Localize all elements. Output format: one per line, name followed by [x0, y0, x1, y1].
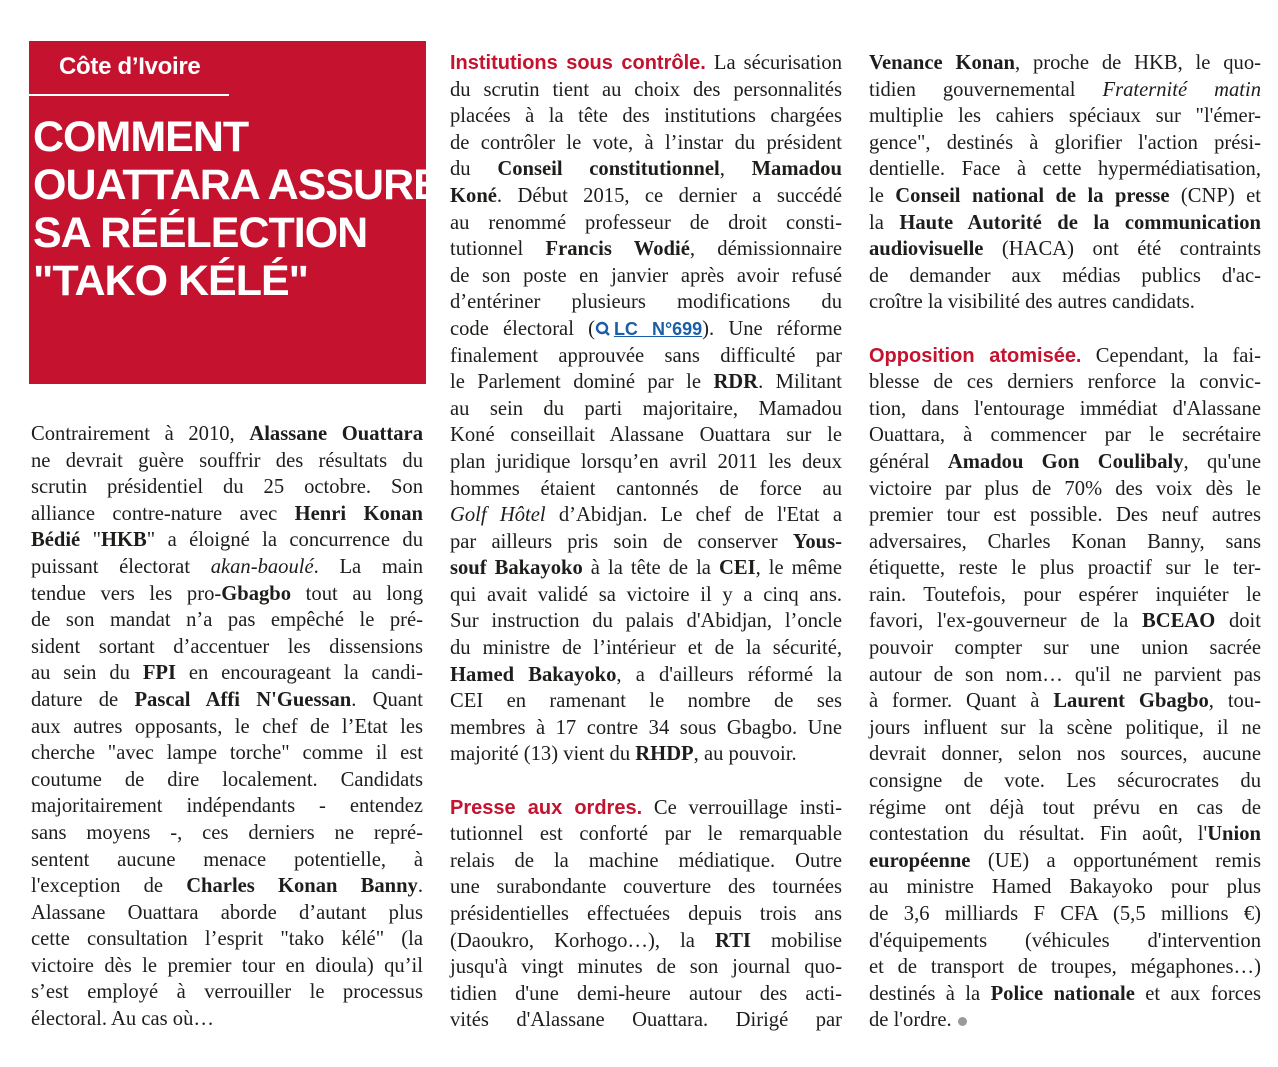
text-line [869, 954, 1261, 981]
text-line [869, 874, 1261, 901]
text-line [450, 874, 842, 901]
text-run: une surabondante couverture des tournées [450, 876, 842, 899]
text-line [450, 50, 842, 77]
bold-name: Francis Wodié [545, 238, 690, 261]
text-run: . Début 2015, ce dernier a succédé [496, 184, 842, 207]
text-line [450, 555, 842, 582]
text-run: CEI en ramenant le nombre de ses [450, 690, 842, 713]
text-line [869, 369, 1261, 396]
text-line [450, 236, 842, 263]
bold-name: Pascal Affi N'Guessan [134, 688, 352, 711]
text-line [450, 210, 842, 237]
text-run: Koné conseillait Alassane Ouattara sur le [450, 424, 842, 447]
text-line [450, 954, 842, 981]
text-line [869, 635, 1261, 662]
text-run: du ministre de l’intérieur et de la sécurité, [450, 637, 842, 660]
text-line [31, 474, 423, 501]
text-run: général [869, 450, 948, 473]
bold-name: Union [1207, 823, 1261, 846]
end-of-article-dot [958, 1017, 967, 1026]
bold-name: RDR [713, 371, 759, 394]
text-run: puissant électorat [31, 555, 211, 578]
text-run: régime ont déjà tout prévu en cas de [869, 796, 1261, 819]
section-heading: Opposition atomisée. [869, 344, 1082, 367]
text-line [31, 820, 423, 847]
text-run: . [417, 875, 423, 898]
text-run: d’Abidjan. Le chef de l'Etat a [545, 504, 843, 527]
text-run: ne devrait guère souffrir des résultats du [31, 449, 423, 472]
bold-name: Amadou Gon Coulibaly [947, 450, 1184, 473]
text-run: blesse de ces derniers renforce la convic- [869, 371, 1261, 394]
text-line [31, 793, 423, 820]
text-run: en encourageant la candi- [176, 662, 423, 685]
text-line [869, 77, 1261, 104]
text-run: (UE) a opportunément remis [970, 849, 1261, 872]
text-run: cherche "avec lampe torche" comme il est [31, 742, 423, 765]
text-run: . La main [313, 555, 424, 578]
text-run: étiquette, reste le plus proactif sur le ter- [869, 557, 1261, 580]
text-line [31, 448, 423, 475]
text-run: jusqu'à vingt minutes de son journal quo- [450, 956, 842, 979]
bold-name: CEI [718, 557, 756, 580]
bold-name: Gbagbo [221, 582, 292, 605]
text-run: dature de [31, 688, 135, 711]
headline-box [29, 41, 441, 384]
text-run: ). Une réforme [702, 317, 842, 340]
paragraph-gap [450, 768, 842, 795]
text-run: , tou- [1208, 690, 1261, 713]
text-run: qui avait validé sa victoire il y a cinq ans. [450, 583, 842, 606]
bold-name: RTI [715, 929, 751, 952]
text-line [450, 608, 842, 635]
text-line [869, 343, 1261, 370]
text-run: sentent aucune menace potentielle, à [31, 848, 423, 871]
text-run: victoire par plus de 70% des voix dès le [869, 477, 1261, 500]
text-run: hommes étaient cantonnés de force au [450, 477, 842, 500]
bold-name: Mamadou [751, 158, 843, 181]
text-run: par ailleurs pris soin de conserver [450, 530, 793, 553]
text-line [869, 396, 1261, 423]
text-line [450, 422, 842, 449]
text-line [450, 103, 842, 130]
text-line [869, 236, 1261, 263]
text-run: plan juridique lorsqu’en avril 2011 les deux [450, 450, 842, 473]
bold-name: Venance Konan [869, 52, 1015, 74]
text-run: code électoral ( [450, 317, 595, 340]
text-run: d'équipements (véhicules d'intervention [869, 929, 1261, 952]
text-line [450, 343, 842, 370]
text-run: tidien gouvernemental [869, 78, 1103, 101]
text-run: alliance contre-nature avec [31, 502, 295, 525]
text-run: à la tête de la [582, 557, 719, 580]
text-run: gence", destinés à glorifier l'action prési- [869, 131, 1261, 154]
text-run: électoral. Au cas où… [31, 1008, 214, 1031]
text-run: de l'ordre. [869, 1009, 952, 1032]
article-headline [33, 113, 441, 305]
text-run: tutionnel [450, 238, 546, 261]
text-run: majoritairement indépendants - entendez [31, 795, 423, 818]
bold-name: souf Bakayoko [450, 557, 583, 580]
bold-name: BCEAO [1142, 610, 1216, 633]
text-line [869, 502, 1261, 529]
text-line [450, 715, 842, 742]
bold-name: Charles Konan Banny [186, 875, 418, 898]
text-run: s’est employé à verrouiller le processus [31, 981, 423, 1004]
text-line [31, 501, 423, 528]
text-run: de son mandat n’a pas empêché le pré- [31, 609, 423, 632]
text-run: " a éloigné la concurrence du [146, 529, 423, 552]
text-line [869, 422, 1261, 449]
kicker-underline [29, 94, 229, 96]
text-line [869, 103, 1261, 130]
headline-line: OUATTARA ASSURE [33, 161, 441, 209]
text-run: sans moyens -, ces derniers ne repré- [31, 821, 423, 844]
text-line [869, 1007, 1261, 1034]
text-run: doit [1215, 610, 1262, 633]
text-line [869, 263, 1261, 290]
text-run: victoire dès le premier tour en dioula) qu’il [31, 954, 423, 977]
text-run: , [719, 158, 752, 181]
text-line [450, 582, 842, 609]
text-line [450, 263, 842, 290]
text-run: cette consultation l’esprit "tako kélé" (la [31, 928, 423, 951]
text-run: à former. Quant à [869, 690, 1054, 713]
text-run: , le même [755, 557, 842, 580]
text-run: au ministre Hamed Bakayoko pour plus [869, 876, 1261, 899]
text-run: de contrôler le vote, à l’instar du président [450, 131, 842, 154]
text-line [869, 848, 1261, 875]
text-run: Alassane Ouattara aborde d’autant plus [31, 901, 423, 924]
text-line [450, 156, 842, 183]
bold-name: HKB [101, 529, 147, 552]
text-line [450, 1007, 842, 1034]
headline-line: COMMENT [33, 113, 249, 161]
text-line [31, 607, 423, 634]
text-run: présidentielles effectuées depuis trois ans [450, 903, 842, 925]
text-run: , proche de HKB, le quo- [1014, 52, 1261, 74]
text-line [31, 1006, 423, 1033]
bold-name: Bédié [31, 529, 81, 552]
text-run: consigne de vote. Les sécurocrates du [869, 770, 1261, 793]
text-run: du scrutin tient au choix des personnalités [450, 78, 842, 101]
paragraph-gap [869, 316, 1261, 343]
text-run: Ce verrouillage insti- [642, 796, 842, 819]
text-run: contestation du résultat. Fin août, l' [869, 823, 1208, 846]
text-line [869, 289, 1261, 316]
text-run: " [80, 529, 102, 552]
text-run: . Militant [758, 371, 842, 394]
text-run: croître la visibilité des autres candidats. [869, 291, 1195, 314]
text-run: , a d'ailleurs réformé la [616, 663, 842, 686]
bold-name: européenne [869, 849, 971, 872]
cross-reference-link[interactable] [595, 318, 702, 340]
text-line [869, 981, 1261, 1008]
text-run: le [869, 184, 896, 207]
text-line [869, 449, 1261, 476]
text-line [869, 821, 1261, 848]
italic-term: Fraternité matin [1102, 78, 1261, 101]
text-line [450, 981, 842, 1008]
text-run: sident sortant d’accentuer les dissensions [31, 635, 423, 658]
text-line [31, 900, 423, 927]
text-run: mobilise [750, 929, 842, 952]
text-line [869, 210, 1261, 237]
text-run: la [869, 211, 900, 234]
text-run: pouvoir compter sur une union sacrée [869, 637, 1261, 660]
text-line [31, 740, 423, 767]
bold-name: RHDP [635, 743, 694, 766]
text-line [869, 715, 1261, 742]
text-run: tendue vers les pro- [31, 582, 222, 605]
text-line [869, 662, 1261, 689]
text-line [450, 821, 842, 848]
reference-icon [595, 321, 611, 337]
bold-name: Conseil constitutionnel [497, 158, 720, 181]
text-run: autour de son nom… qu'il ne parvient pas [869, 663, 1261, 686]
text-line [869, 183, 1261, 210]
text-line [31, 660, 423, 687]
text-run: Sur instruction du palais d'Abidjan, l’oncle [450, 610, 842, 633]
text-run: dentielle. Face à cette hypermédiatisation, [869, 158, 1261, 181]
text-line [869, 795, 1261, 822]
headline-line: "TAKO KÉLÉ" [33, 257, 309, 305]
text-line [869, 555, 1261, 582]
text-line [31, 687, 423, 714]
text-line [450, 476, 842, 503]
text-line [450, 449, 842, 476]
bold-name: Laurent Gbagbo [1053, 690, 1209, 713]
text-run: Contrairement à 2010, [31, 423, 250, 445]
bold-name: Hamed Bakayoko [450, 663, 617, 686]
text-run: de demander aux médias publics d'ac- [869, 264, 1261, 287]
text-line [450, 529, 842, 556]
text-run: tutionnel est conforté par le remarquable [450, 823, 842, 846]
text-run: au sein du [31, 662, 143, 685]
text-line [450, 635, 842, 662]
text-line [869, 928, 1261, 955]
text-line [869, 529, 1261, 556]
section-heading: Institutions sous contrôle. [450, 52, 706, 74]
text-line [450, 848, 842, 875]
text-line [31, 926, 423, 953]
text-run: tidien d'une demi-heure autour des acti- [450, 982, 842, 1005]
text-run: (Daoukro, Korhogo…), la [450, 929, 716, 952]
bold-name: Henri Konan [294, 502, 423, 525]
text-line [450, 316, 842, 343]
text-run: premier tour est possible. Des neuf autres [869, 504, 1261, 527]
text-run: (CNP) et [1169, 184, 1262, 207]
text-line [869, 688, 1261, 715]
bold-name: Conseil national de la presse [895, 184, 1170, 207]
text-line [31, 527, 423, 554]
text-line [869, 901, 1261, 928]
bold-name: Koné [450, 184, 497, 207]
cross-reference-label[interactable]: LC N°699 [613, 318, 703, 339]
text-line [869, 476, 1261, 503]
bold-name: audiovisuelle [869, 238, 984, 261]
text-line [450, 741, 842, 768]
section-heading: Presse aux ordres. [450, 796, 643, 819]
text-line [31, 714, 423, 741]
article-column-1 [31, 421, 423, 1033]
text-run: vités d'Alassane Ouattara. Dirigé par [450, 1009, 842, 1032]
text-run: placées à la tête des institutions chargées [450, 105, 842, 128]
text-run: devrait donner, selon nos sources, aucune [869, 743, 1261, 766]
text-line [31, 767, 423, 794]
text-run: l'exception de [31, 875, 187, 898]
italic-term: Golf Hôtel [450, 504, 546, 527]
text-run: adversaires, Charles Konan Banny, sans [869, 530, 1261, 553]
text-line [869, 156, 1261, 183]
text-line [869, 608, 1261, 635]
text-line [450, 289, 842, 316]
text-line [869, 741, 1261, 768]
text-run: et aux forces [1134, 982, 1261, 1005]
text-run: favori, l'ex-gouverneur de la [869, 610, 1142, 633]
text-run: membres à 17 contre 34 sous Gbagbo. Une [450, 716, 842, 739]
text-line [31, 953, 423, 980]
text-line [450, 77, 842, 104]
text-run: . Quant [351, 688, 423, 711]
text-run: jours influent sur la scène politique, il ne [869, 716, 1261, 739]
text-run: , démissionnaire [689, 238, 842, 261]
text-line [31, 581, 423, 608]
italic-term: akan-baoulé [210, 555, 314, 578]
text-run: multiplie les cahiers spéciaux sur "l'émer- [869, 105, 1261, 128]
bold-name: Haute Autorité de la communication [899, 211, 1261, 234]
text-line [869, 50, 1261, 77]
text-line [450, 396, 842, 423]
text-run: du [450, 158, 498, 181]
section-kicker: Côte d’Ivoire [59, 53, 201, 80]
text-line [31, 554, 423, 581]
text-run: au renommé professeur de droit consti- [450, 211, 842, 234]
article-column-2 [450, 50, 842, 1034]
text-line [450, 795, 842, 822]
text-run: finalement approuvée sans difficulté par [450, 344, 842, 367]
text-line [450, 688, 842, 715]
headline-line: SA RÉÉLECTION [33, 209, 368, 257]
text-run: rain. Toutefois, pour espérer inquiéter le [869, 583, 1261, 606]
text-line [450, 662, 842, 689]
text-run: relais de la machine médiatique. Outre [450, 849, 842, 872]
bold-name: FPI [142, 662, 176, 685]
text-line [869, 582, 1261, 609]
text-line [31, 634, 423, 661]
text-run: La sécurisation [705, 52, 842, 74]
bold-name: Police nationale [990, 982, 1135, 1005]
text-run: au sein du parti majoritaire, Mamadou [450, 397, 842, 420]
text-line [869, 130, 1261, 157]
text-run: coutume de dire localement. Candidats [31, 768, 423, 791]
bold-name: Yous- [792, 530, 842, 553]
text-run: scrutin présidentiel du 25 octobre. Son [31, 476, 423, 499]
text-run: (HACA) ont été contraints [983, 238, 1261, 261]
text-line [31, 421, 423, 448]
text-run: d’entériner plusieurs modifications du [450, 291, 842, 314]
text-run: Cependant, la fai- [1081, 344, 1261, 367]
text-run: tout au long [291, 582, 423, 605]
text-line [450, 502, 842, 529]
text-run: de 3,6 milliards F CFA (5,5 millions €) [869, 903, 1261, 925]
text-run: , au pouvoir. [693, 743, 797, 766]
text-run: de son poste en janvier après avoir refusé [450, 264, 842, 287]
text-line [450, 183, 842, 210]
text-line [31, 847, 423, 874]
text-run: , qu'une [1183, 450, 1261, 473]
text-line [31, 873, 423, 900]
text-line [869, 768, 1261, 795]
text-run: Ouattara, à commencer par le secrétaire [869, 424, 1261, 447]
text-line [450, 928, 842, 955]
text-line [450, 901, 842, 928]
text-run: majorité (13) vient du [450, 743, 636, 766]
text-run: tion, dans l'entourage immédiat d'Alassane [869, 397, 1261, 420]
text-run: le Parlement dominé par le [450, 371, 714, 394]
text-line [450, 130, 842, 157]
text-run: destinés à la [869, 982, 991, 1005]
text-run: et de transport de troupes, mégaphones…) [869, 956, 1261, 979]
text-run: aux autres opposants, le chef de l’Etat les [31, 715, 423, 738]
text-line [450, 369, 842, 396]
bold-name: Alassane Ouattara [249, 423, 423, 445]
text-line [31, 979, 423, 1006]
article-column-3 [869, 50, 1261, 1034]
